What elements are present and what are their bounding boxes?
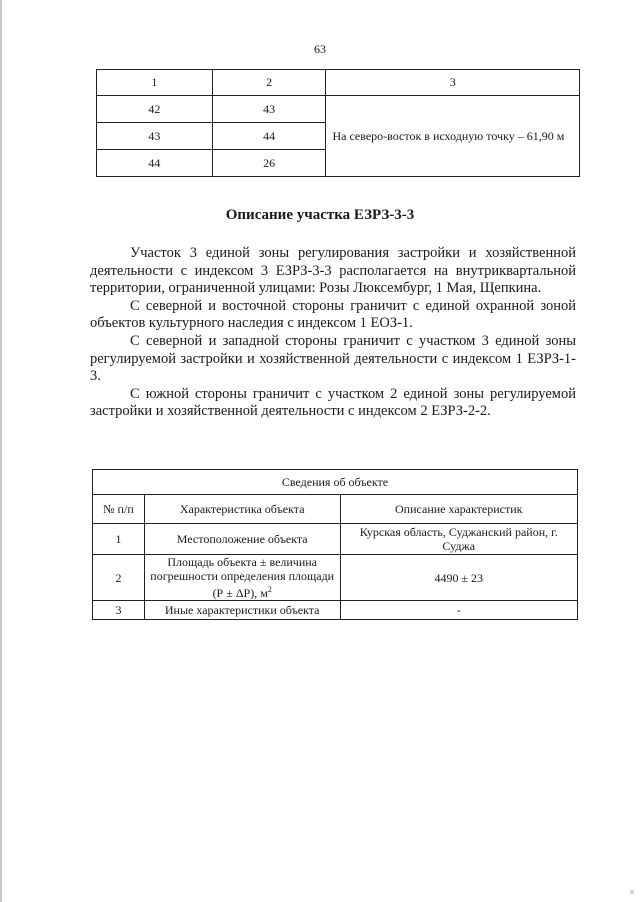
table-row: [93, 524, 578, 555]
body-text: [90, 245, 576, 421]
row-number: 3: [93, 601, 145, 620]
point-from: 42: [97, 96, 213, 123]
column-header: 3: [326, 70, 580, 96]
characteristic-name: Местоположение объекта: [144, 524, 340, 555]
page-number: 63: [314, 42, 326, 56]
direction-description: На северо-восток в исходную точку – 61,90 м: [326, 96, 580, 177]
characteristic-value: Курская область, Суджанский район, г. Суджа: [340, 524, 577, 555]
table-title-row: [93, 470, 578, 495]
column-header: 2: [212, 70, 326, 96]
row-number: 2: [93, 555, 145, 601]
row-number: 1: [93, 524, 145, 555]
superscript: 2: [267, 585, 272, 594]
point-from: 44: [97, 150, 213, 177]
column-header: Описание характеристик: [340, 495, 577, 524]
characteristic-name: Площадь объекта ± величина погрешности определения площади (Р ± ΔР), м: [150, 555, 335, 600]
paragraph: С северной и западной стороны граничит с участком 3 единой зоны регулируемой застройки и хозяйственной деятельности с индексом 1 ЕЗРЗ-1-3.: [90, 332, 576, 385]
scan-mark: [630, 890, 634, 894]
table-title: Сведения об объекте: [93, 470, 578, 495]
coordinates-table: [96, 69, 580, 177]
table-row: [97, 96, 580, 123]
table-row: [93, 555, 578, 601]
characteristic-name: Иные характеристики объекта: [144, 601, 340, 620]
object-info-table: [92, 469, 578, 620]
column-header: № п/п: [93, 495, 145, 524]
paragraph: С южной стороны граничит с участком 2 единой зоны регулируемой застройки и хозяйственной деятельности с индексом 2 ЕЗРЗ-2-2.: [90, 385, 576, 420]
point-from: 43: [97, 123, 213, 150]
table-header-row: [97, 70, 580, 96]
table-header-row: [93, 495, 578, 524]
point-to: 26: [212, 150, 326, 177]
characteristic-value: -: [340, 601, 577, 620]
paragraph: Участок 3 единой зоны регулирования застройки и хозяйственной деятельности с индексом 3 ЕЗРЗ-3-3 располагается на внутриквартальной территории, ограниченной улицами: Розы Люксембург, 1 Мая, Щепкина.: [90, 245, 576, 297]
paragraph: С северной и восточной стороны граничит с единой охранной зоной объектов культурного наследия с индексом 1 ЕОЗ-1.: [90, 297, 576, 332]
point-to: 43: [212, 96, 326, 123]
characteristic-name-cell: [144, 555, 340, 601]
section-heading: Описание участка ЕЗРЗ-3-3: [225, 207, 415, 223]
scan-edge: [0, 0, 2, 902]
table-row: [93, 601, 578, 620]
column-header: Характеристика объекта: [144, 495, 340, 524]
column-header: 1: [97, 70, 213, 96]
characteristic-value: 4490 ± 23: [340, 555, 577, 601]
point-to: 44: [212, 123, 326, 150]
